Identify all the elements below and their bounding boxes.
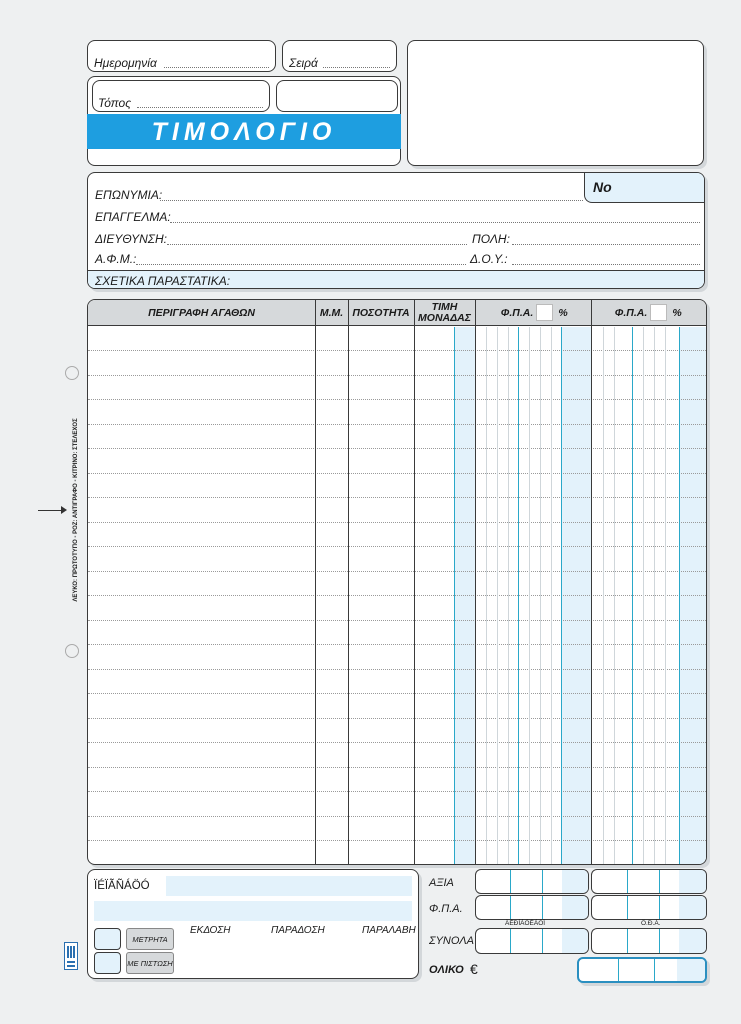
- digit-sub-divider: [654, 327, 655, 864]
- totals-decimal-col: [679, 896, 707, 919]
- col-description-header: ΠΕΡΙΓΡΑΦΗ ΑΓΑΘΩΝ: [148, 307, 255, 319]
- footer-field-2[interactable]: [94, 901, 412, 921]
- address-label: ΔΙΕΥΘΥΝΣΗ:: [95, 232, 167, 246]
- value-label: ΑΞΙΑ: [429, 877, 454, 889]
- digit-sub-divider: [551, 327, 552, 864]
- col-vat-b-header: Φ.Π.Α.: [614, 307, 648, 319]
- city-dotted-line: [512, 244, 700, 245]
- digit-sub-divider: [486, 327, 487, 864]
- footer-small-garbled-2: Ö.Ð.Á.: [641, 920, 661, 927]
- items-table: [87, 299, 707, 865]
- col-price-header-line1: ΤΙΜΗ: [431, 301, 458, 313]
- no-label: No: [593, 179, 612, 195]
- digit-sub-divider: [643, 327, 644, 864]
- publisher-logo: [64, 942, 78, 970]
- totals-digit-line: [542, 929, 543, 953]
- digit-separator-line: [632, 327, 633, 864]
- col-unit-header: Μ.Μ.: [319, 307, 344, 319]
- digit-sub-divider: [614, 327, 615, 864]
- digit-separator-line: [561, 327, 562, 864]
- related-docs-label: ΣΧΕΤΙΚΑ ΠΑΡΑΣΤΑΤΙΚΑ:: [95, 274, 231, 288]
- cash-checkbox[interactable]: [94, 928, 121, 950]
- footer-signatures-box: [87, 869, 419, 979]
- digit-separator-line: [518, 327, 519, 864]
- credit-checkbox[interactable]: [94, 952, 121, 974]
- totals-digit-line: [510, 896, 511, 919]
- credit-label: ΜΕ ΠΙΣΤΩΣΗ: [127, 959, 173, 968]
- totals-totals-a[interactable]: [475, 928, 589, 954]
- name-dotted-line: [160, 200, 583, 201]
- footer-field-1[interactable]: [166, 876, 412, 896]
- digit-sub-divider: [529, 327, 530, 864]
- vat-b-rate-box[interactable]: [650, 304, 667, 321]
- col-vat-a-header: Φ.Π.Α.: [500, 307, 534, 319]
- place-box[interactable]: [92, 80, 270, 112]
- totals-digit-line: [542, 870, 543, 893]
- vat-b-percent: %: [672, 307, 682, 319]
- totals-vat-a[interactable]: [475, 895, 589, 920]
- grand-total-label: ΟΛΙΚΟ: [429, 964, 464, 976]
- credit-button[interactable]: [126, 952, 174, 974]
- digit-sub-divider: [540, 327, 541, 864]
- digit-sub-divider: [508, 327, 509, 864]
- profession-label: ΕΠΑΓΓΕΛΜΑ:: [95, 210, 171, 224]
- grand-total-box[interactable]: [577, 957, 707, 983]
- totals-decimal-col: [679, 929, 707, 953]
- address-dotted-line: [167, 244, 467, 245]
- totals-digit-line: [510, 929, 511, 953]
- digit-sub-divider: [665, 327, 666, 864]
- totals-value-a[interactable]: [475, 869, 589, 894]
- tax-office-label: Δ.Ο.Υ.:: [470, 252, 508, 266]
- totals-value-b[interactable]: [591, 869, 707, 894]
- totals-totals-b[interactable]: [591, 928, 707, 954]
- title-banner: [87, 114, 401, 149]
- place-label: Τόπος: [98, 96, 132, 110]
- digit-separator-line: [679, 327, 680, 864]
- totals-digit-line: [654, 959, 655, 981]
- related-docs-band[interactable]: [88, 270, 704, 289]
- footer-garbled-label: ÏÉÏÃÑÁÖÓ: [94, 880, 150, 892]
- invoice-title: ΤΙΜΟΛΟΓΙΟ: [151, 118, 337, 146]
- totals-digit-line: [627, 896, 628, 919]
- date-dotted-line: [164, 67, 269, 68]
- footer-small-garbled-1: ÄÉÐÍÁÓÉÁÓÏ: [505, 920, 546, 927]
- digit-sub-divider: [497, 327, 498, 864]
- cash-button[interactable]: [126, 928, 174, 950]
- profession-dotted-line: [170, 222, 700, 223]
- col-quantity-header: ΠΟΣΟΤΗΤΑ: [352, 307, 410, 319]
- totals-digit-line: [627, 870, 628, 893]
- punch-hole-top: [65, 366, 79, 380]
- totals-decimal-col: [679, 870, 707, 893]
- tax-office-dotted-line: [512, 264, 700, 265]
- totals-digit-line: [659, 870, 660, 893]
- totals-digit-line: [659, 929, 660, 953]
- issuer-stamp-box: [407, 40, 704, 166]
- city-label: ΠΟΛΗ:: [472, 232, 510, 246]
- series-dotted-line: [323, 67, 390, 68]
- totals-digit-line: [659, 896, 660, 919]
- name-label: ΕΠΩΝΥΜΙΑ:: [95, 188, 163, 202]
- totals-decimal-col: [562, 870, 589, 893]
- totals-digit-line: [627, 929, 628, 953]
- digit-sub-divider: [603, 327, 604, 864]
- series-box[interactable]: [282, 40, 397, 72]
- cash-label: ΜΕΤΡΗΤΑ: [132, 935, 168, 944]
- issue-label: ΕΚΔΟΣΗ: [190, 925, 231, 936]
- vat-number-label: Α.Φ.Μ.:: [95, 252, 137, 266]
- vat-a-rate-box[interactable]: [536, 304, 553, 321]
- date-label: Ημερομηνία: [94, 56, 157, 70]
- totals-digit-line: [542, 896, 543, 919]
- totals-digit-line: [618, 959, 619, 981]
- euro-symbol: €: [470, 961, 478, 977]
- totals-label: ΣΥΝΟΛΑ: [429, 935, 474, 947]
- date-box[interactable]: [87, 40, 276, 72]
- totals-decimal-col: [562, 896, 589, 919]
- table-row-line: [88, 865, 706, 866]
- digit-separators: [88, 327, 706, 864]
- place-extra-box[interactable]: [276, 80, 398, 112]
- vat-number-dotted-line: [136, 264, 466, 265]
- digit-separator-line: [454, 327, 455, 864]
- punch-hole-bottom: [65, 644, 79, 658]
- vat-a-percent: %: [558, 307, 568, 319]
- copies-text: ΛΕΥΚΟ: ΠΡΩΤΟΤΥΠΟ - ΡΟΖ: ΑΝΤΙΓΡΑΦΟ - ΚΙΤΡΙΝΟ: ΣΤΕΛΕΧΟΣ: [73, 418, 79, 602]
- totals-vat-b[interactable]: [591, 895, 707, 920]
- col-price-header-line2: ΜΟΝΑΔΑΣ: [418, 312, 471, 324]
- totals-decimal-col: [677, 959, 707, 981]
- totals-decimal-col: [562, 929, 589, 953]
- vat-total-label: Φ.Π.Α.: [429, 903, 463, 915]
- receiver-label: ΠΑΡΑΛΑΒΗ: [362, 925, 416, 936]
- arrow-head-icon: [61, 506, 67, 514]
- place-dotted-line: [137, 107, 263, 108]
- series-label: Σειρά: [289, 56, 318, 70]
- customer-box: [87, 172, 705, 289]
- totals-digit-line: [510, 870, 511, 893]
- title-frame: [87, 76, 401, 166]
- no-box[interactable]: [584, 172, 705, 203]
- delivery-label: ΠΑΡΑΔΟΣΗ: [271, 925, 325, 936]
